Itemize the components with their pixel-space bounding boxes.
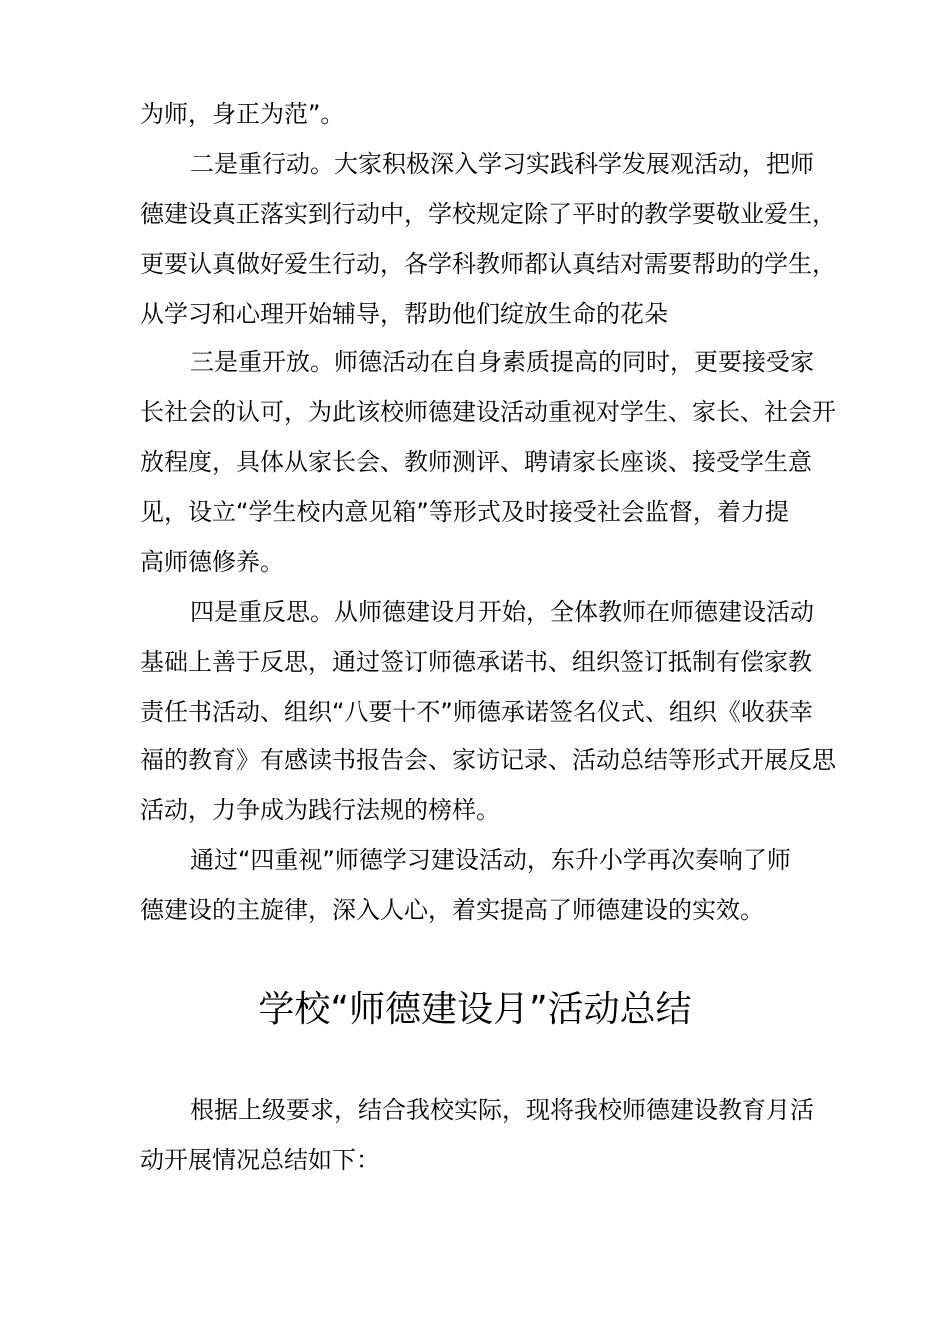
paragraph-line: 福的教育》有感读书报告会、家访记录、活动总结等形式开展反思 — [140, 746, 836, 774]
paragraph-line: 长社会的认可，为此该校师德建设活动重视对学生、家长、社会开 — [140, 398, 836, 426]
paragraph-line: 基础上善于反思，通过签订师德承诺书、组织签订抵制有偿家教 — [140, 648, 812, 676]
paragraph-line: 德建设真正落实到行动中，学校规定除了平时的教学要敬业爱生， — [140, 200, 836, 228]
paragraph-line: 四是重反思。从师德建设月开始，全体教师在师德建设活动 — [190, 598, 814, 626]
paragraph-line: 二是重行动。大家积极深入学习实践科学发展观活动，把师 — [190, 150, 814, 178]
paragraph-line: 为师，身正为范”。 — [140, 100, 345, 128]
paragraph-line: 活动，力争成为践行法规的榜样。 — [140, 796, 500, 824]
paragraph-line: 根据上级要求，结合我校实际，现将我校师德建设教育月活 — [190, 1096, 814, 1124]
paragraph-line: 责任书活动、组织“八要十不”师德承诺签名仪式、组织《收获幸 — [140, 698, 813, 726]
section-title: 学校“师德建设月”活动总结 — [258, 989, 692, 1030]
paragraph-line: 放程度，具体从家长会、教师测评、聘请家长座谈、接受学生意 — [140, 448, 812, 476]
paragraph-line: 三是重开放。师德活动在自身素质提高的同时，更要接受家 — [190, 348, 814, 376]
paragraph-line: 从学习和心理开始辅导，帮助他们绽放生命的花朵 — [140, 300, 668, 328]
paragraph-line: 高师德修养。 — [140, 548, 284, 576]
paragraph-line: 德建设的主旋律，深入人心，着实提高了师德建设的实效。 — [140, 896, 764, 924]
paragraph-line: 见，设立“学生校内意见箱”等形式及时接受社会监督，着力提 — [140, 498, 789, 526]
paragraph-line: 通过“四重视”师德学习建设活动，东升小学再次奏响了师 — [190, 846, 791, 874]
paragraph-line: 更要认真做好爱生行动，各学科教师都认真结对需要帮助的学生， — [140, 250, 836, 278]
paragraph-line: 动开展情况总结如下： — [140, 1146, 380, 1174]
